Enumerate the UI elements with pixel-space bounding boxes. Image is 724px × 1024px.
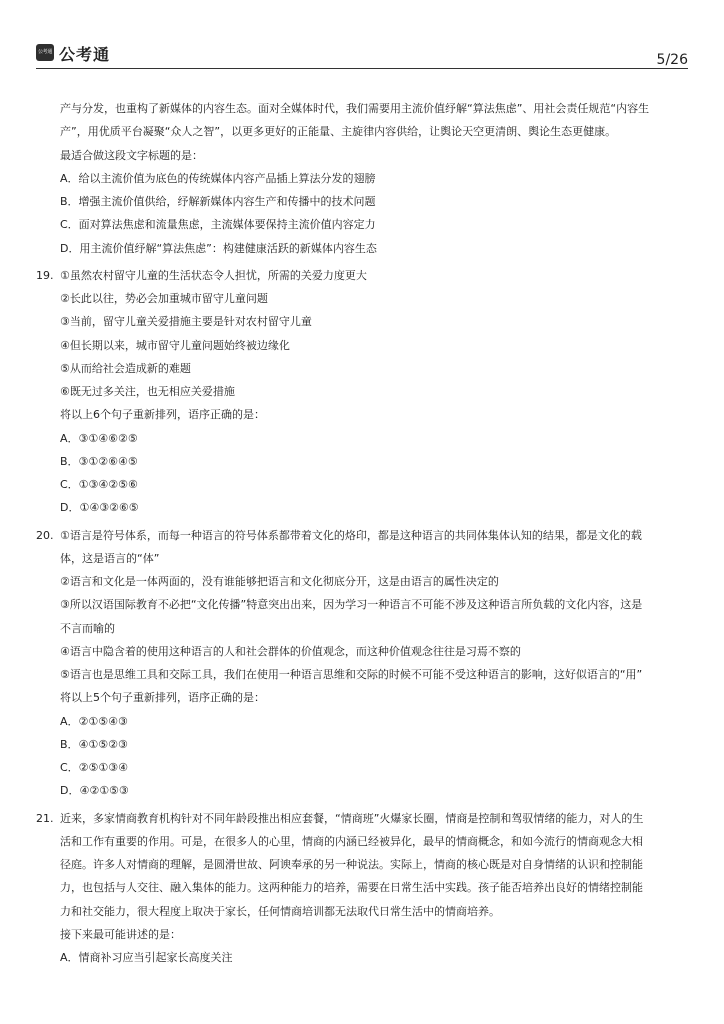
passage-line: 活和工作有重要的作用。可是，在很多人的心里，情商的内涵已经被异化，最早的情商概念，和如今流行的情商观念大相 <box>60 834 643 848</box>
document-body <box>36 97 688 969</box>
sentence-text: ①语言是符号体系，而每一种语言的符号体系都带着文化的烙印，都是这种语言的共同体集体认知的结果，都是文化的载 <box>60 528 642 542</box>
passage-line: 产”，用优质平台凝聚“众人之智”，以更多更好的正能量、主旋律内容供给，让舆论天空更清朗、舆论生态更健康。 <box>60 125 617 139</box>
passage-line <box>36 807 688 830</box>
sentence-line <box>36 524 688 547</box>
option-a: A．给以主流价值为底色的传统媒体内容产品插上算法分发的翅膀 <box>60 171 376 185</box>
sentence-line: ④语言中隐含着的使用这种语言的人和社会群体的价值观念，而这种价值观念往往是习焉不察的 <box>60 644 521 658</box>
passage-text: 近来，多家情商教育机构针对不同年龄段推出相应套餐，“情商班”火爆家长圈，情商是控制和驾驭情绪的能力，对人的生 <box>60 811 644 825</box>
question-prompt: 将以上5个句子重新排列，语序正确的是： <box>60 691 265 705</box>
header-divider <box>36 68 688 69</box>
sentence-line: ②长此以往，势必会加重城市留守儿童问题 <box>60 292 268 305</box>
question-prompt: 最适合做这段文字标题的是： <box>60 148 203 162</box>
question-20 <box>36 524 688 803</box>
sentence-line: ⑤语言也是思维工具和交际工具，我们在使用一种语言思维和交际的时候不可能不受这种语言的影响，这好似语言的“用” <box>60 668 643 681</box>
option-a: A．②①⑤④③ <box>60 714 128 728</box>
question-number: 20. <box>36 528 54 542</box>
question-19 <box>36 264 688 520</box>
option-b: B．③①②⑥④⑤ <box>60 454 138 468</box>
option-c: C．①③④②⑤⑥ <box>60 478 138 491</box>
page-number: 5/26 <box>656 52 688 68</box>
question-prompt: 将以上6个句子重新排列，语序正确的是： <box>60 408 265 422</box>
passage-line: 力和社交能力，很大程度上取决于家长，任何情商培训都无法取代日常生活中的情商培养。 <box>60 904 500 918</box>
page-header <box>36 40 688 68</box>
sentence-line <box>36 264 688 287</box>
sentence-line: ③所以汉语国际教育不必把“文化传播”特意突出出来，因为学习一种语言不可能不涉及这种语言所负载的文化内容，这是 <box>60 598 643 612</box>
sentence-line: 不言而喻的 <box>60 621 115 635</box>
option-b: B．④①⑤②③ <box>60 737 128 751</box>
option-d: D．①④③②⑥⑤ <box>60 501 139 515</box>
passage-line: 径庭。许多人对情商的理解，是圆滑世故、阿谀奉承的另一种说法。实际上，情商的核心既是对自身情绪的认识和控制能 <box>60 858 643 871</box>
question-21 <box>36 807 688 970</box>
passage-line: 力，也包括与人交往、融入集体的能力。这两种能力的培养，需要在日常生活中实践。孩子能否培养出良好的情绪控制能 <box>60 881 643 895</box>
sentence-line: 体，这是语言的“体” <box>60 551 160 565</box>
question-number: 19. <box>36 268 54 282</box>
question-prompt: 接下来最可能讲述的是： <box>60 927 181 941</box>
sentence-line: ③当前，留守儿童关爱措施主要是针对农村留守儿童 <box>60 315 312 329</box>
option-d: D．④②①⑤③ <box>60 784 129 798</box>
question-18 <box>36 97 688 260</box>
logo-text: 公考通 <box>59 45 111 64</box>
sentence-line: ②语言和文化是一体两面的，没有谁能够把语言和文化彻底分开，这是由语言的属性决定的 <box>60 575 499 588</box>
sentence-line: ④但长期以来，城市留守儿童问题始终被边缘化 <box>60 338 290 352</box>
logo-badge: 公考通 <box>36 44 54 61</box>
option-a: A．③①④⑥②⑤ <box>60 431 138 445</box>
option-c: C．②⑤①③④ <box>60 761 128 774</box>
sentence-line: ⑤从而给社会造成新的难题 <box>60 361 191 375</box>
question-number: 21. <box>36 811 54 825</box>
option-d: D．用主流价值纾解“算法焦虑”：构建健康活跃的新媒体内容生态 <box>60 241 377 255</box>
sentence-line: ⑥既无过多关注，也无相应关爱措施 <box>60 385 235 398</box>
option-c: C．面对算法焦虑和流量焦虑，主流媒体要保持主流价值内容定力 <box>60 218 376 232</box>
passage-line: 产与分发，也重构了新媒体的内容生态。面对全媒体时代，我们需要用主流价值纾解“算法焦虑”、用社会责任规范“内容生 <box>60 102 650 115</box>
option-b: B．增强主流价值供给，纾解新媒体内容生产和传播中的技术问题 <box>60 195 376 208</box>
sentence-text: ①虽然农村留守儿童的生活状态令人担忧，所需的关爱力度更大 <box>60 268 367 282</box>
option-a: A．情商补习应当引起家长高度关注 <box>60 951 233 964</box>
